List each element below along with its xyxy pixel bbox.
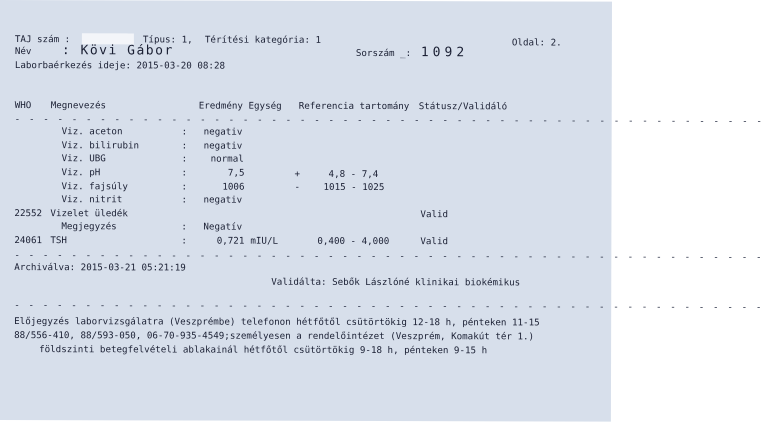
row-colon: : [181, 235, 187, 247]
row-name: Viz. aceton [61, 126, 123, 138]
row-name: Viz. nitrit [61, 194, 123, 206]
col-statusz: Státusz/Validáló [418, 101, 508, 113]
archived-time: Archiválva: 2015-03-21 05:21:19 [14, 262, 186, 274]
taj-label: TAJ szám : [14, 34, 71, 46]
col-megnevezes: Megnevezés [50, 100, 107, 112]
row-colon: : [181, 140, 188, 152]
row-result: negativ [203, 140, 243, 152]
row-result: negativ [203, 126, 243, 138]
row-reference: 1015 - 1025 [323, 181, 385, 194]
row-name: Megjegyzés [61, 221, 117, 233]
row-status: Valid [420, 209, 449, 221]
tipus-text: Típus: 1, [142, 34, 193, 46]
col-referencia: Referencia tartomány [298, 100, 410, 113]
separator-line: - - - - - - - - - - - - - - - - - - - - - - - - - - - - - - - - - - - - - - - - - - - - - - - - - - - - - [14, 300, 764, 313]
appointment-note-line2: 88/556-410, 88/593-050, 06-70-935-4549;személyesen a rendelőintézet (Veszprém, Komakút tér 1.) [14, 330, 535, 343]
teritesi-kategoria: Térítési kategória: 1 [204, 34, 322, 46]
row-name: TSH [50, 235, 67, 247]
row-colon: : [181, 221, 187, 233]
row-name: Viz. fajsúly [61, 181, 128, 193]
sorszam-value: 1092 [420, 45, 469, 61]
validated-by: Validálta: Sebők Lászlóné klinikai biokémikus [271, 276, 521, 289]
row-result: negativ [203, 194, 243, 206]
row-name: Vizelet üledék [50, 208, 128, 220]
col-who: WHO [14, 100, 32, 112]
row-colon: : [181, 126, 188, 138]
row-code: 24061 [14, 235, 43, 247]
row-unit: mIU/L [250, 235, 279, 247]
row-colon: : [181, 167, 188, 179]
row-result: normal [210, 153, 244, 165]
row-reference: 4,8 - 7,4 [328, 168, 379, 180]
separator-line: - - - - - - - - - - - - - - - - - - - - - - - - - - - - - - - - - - - - - - - - - - - - - - - - - - - - - [14, 250, 764, 263]
separator-line: - - - - - - - - - - - - - - - - - - - - - - - - - - - - - - - - - - - - - - - - - - - - - - - - - - - - - [14, 114, 764, 127]
row-colon: : [181, 194, 188, 206]
sorszam-label: Sorszám _: [355, 47, 412, 60]
row-result: Negatív [203, 221, 243, 233]
row-result: 7,5 [227, 167, 245, 179]
row-name: Viz. pH [61, 167, 101, 179]
row-colon: : [181, 181, 188, 193]
row-result: 1006 [222, 181, 245, 193]
col-eredmeny-egyseg: Eredmény Egység [198, 100, 282, 112]
row-name: Viz. UBG [61, 153, 106, 165]
nev-label: Név [14, 46, 32, 58]
row-result: 0,721 [216, 235, 245, 247]
row-status: Valid [420, 236, 449, 248]
appointment-note-line3: földszinti betegfelvételi ablakainál hétfőtől csütörtökig 9-18 h, pénteken 9-15 h [39, 344, 488, 357]
row-flag: + [294, 168, 301, 180]
row-code: 22552 [14, 208, 43, 220]
appointment-note-line1: Előjegyzés laborvizsgálatra (Veszprémbe) telefonon hétfőtől csütörtökig 12-18 h, pénteken 11-15 [14, 316, 540, 329]
row-name: Viz. bilirubin [61, 140, 140, 152]
row-colon: : [181, 153, 188, 165]
row-reference: 0,400 - 4,000 [317, 235, 390, 248]
patient-name: : Kövi Gábor [61, 43, 174, 59]
arrival-time: Laborbaérkezés ideje: 2015-03-20 08:28 [14, 60, 226, 72]
row-flag: - [294, 181, 301, 193]
page-number: Oldal: 2. [511, 37, 562, 49]
